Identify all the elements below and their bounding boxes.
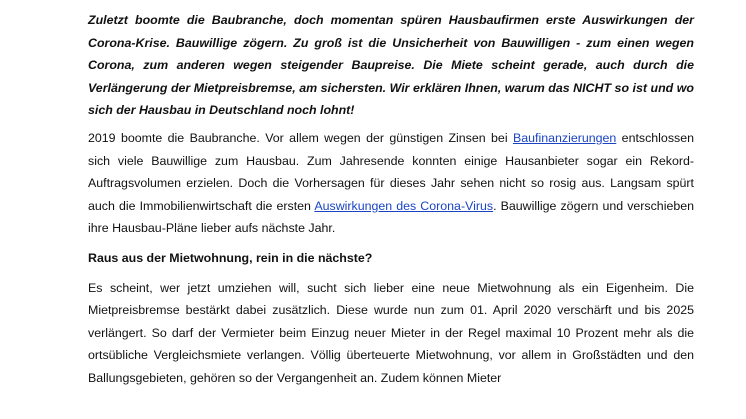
link-corona-auswirkungen[interactable]: Auswirkungen des Corona-Virus bbox=[314, 198, 494, 213]
section-heading: Raus aus der Mietwohnung, rein in die nächste? bbox=[88, 250, 373, 265]
paragraph-text-2: entschlossen sich viele Bauwillige zum Hausbau. Zum Jahresende konnten einige Hausanbieter sogar ein Rekord-Auftragsvolumen erzielen. Doch die Vorhersagen für dieses Jahr sehen nicht so rosig aus. Langsam spürt auch die Immobilienwirtschaft die ersten bbox=[88, 130, 694, 213]
link-baufinanzierungen[interactable]: Baufinanzierungen bbox=[512, 130, 617, 145]
lead-paragraph: Zuletzt boomte die Baubranche, doch momentan spüren Hausbaufirmen erste Auswirkungen der Corona-Krise. Bauwillige zögern. Zu groß ist die Unsicherheit von Bauwilligen - zum einen wegen Corona, zum anderen wegen steigender Baupreise. Die Miete scheint gerade, auch durch die Verlängerung der Mietpreisbremse, am sichersten. Wir erklären Ihnen, warum das NICHT so ist und wo sich der Hausbau in Deutschland noch lohnt! bbox=[88, 13, 694, 118]
paragraph-mietwohnung: Es scheint, wer jetzt umziehen will, sucht sich lieber eine neue Mietwohnung als ein Eigenheim. Die Mietpreisbremse bestärkt dabei zusätzlich. Diese wurde nun zum 01. April 2020 verschärft und bis 2025 verlängert. So darf der Vermieter beim Einzug neuer Mieter in der Regel maximal 10 Prozent mehr als die ortsübliche Vergleichsmiete verlangen. Völlig überteuerte Mietwohnung, vor allem in Großstädten und den Ballungsgebieten, gehören so der Vergangenheit an. Zudem können Mieter bbox=[88, 280, 694, 385]
article-body bbox=[88, 0, 694, 390]
paragraph-text-1: 2019 boomte die Baubranche. Vor allem wegen der günstigen Zinsen bei bbox=[88, 130, 513, 145]
paragraph-text-3: . Bauwillige zögern und verschieben ihre Hausbau-Pläne lieber aufs nächste Jahr. bbox=[88, 198, 695, 236]
paragraph-baubranche bbox=[88, 127, 694, 240]
